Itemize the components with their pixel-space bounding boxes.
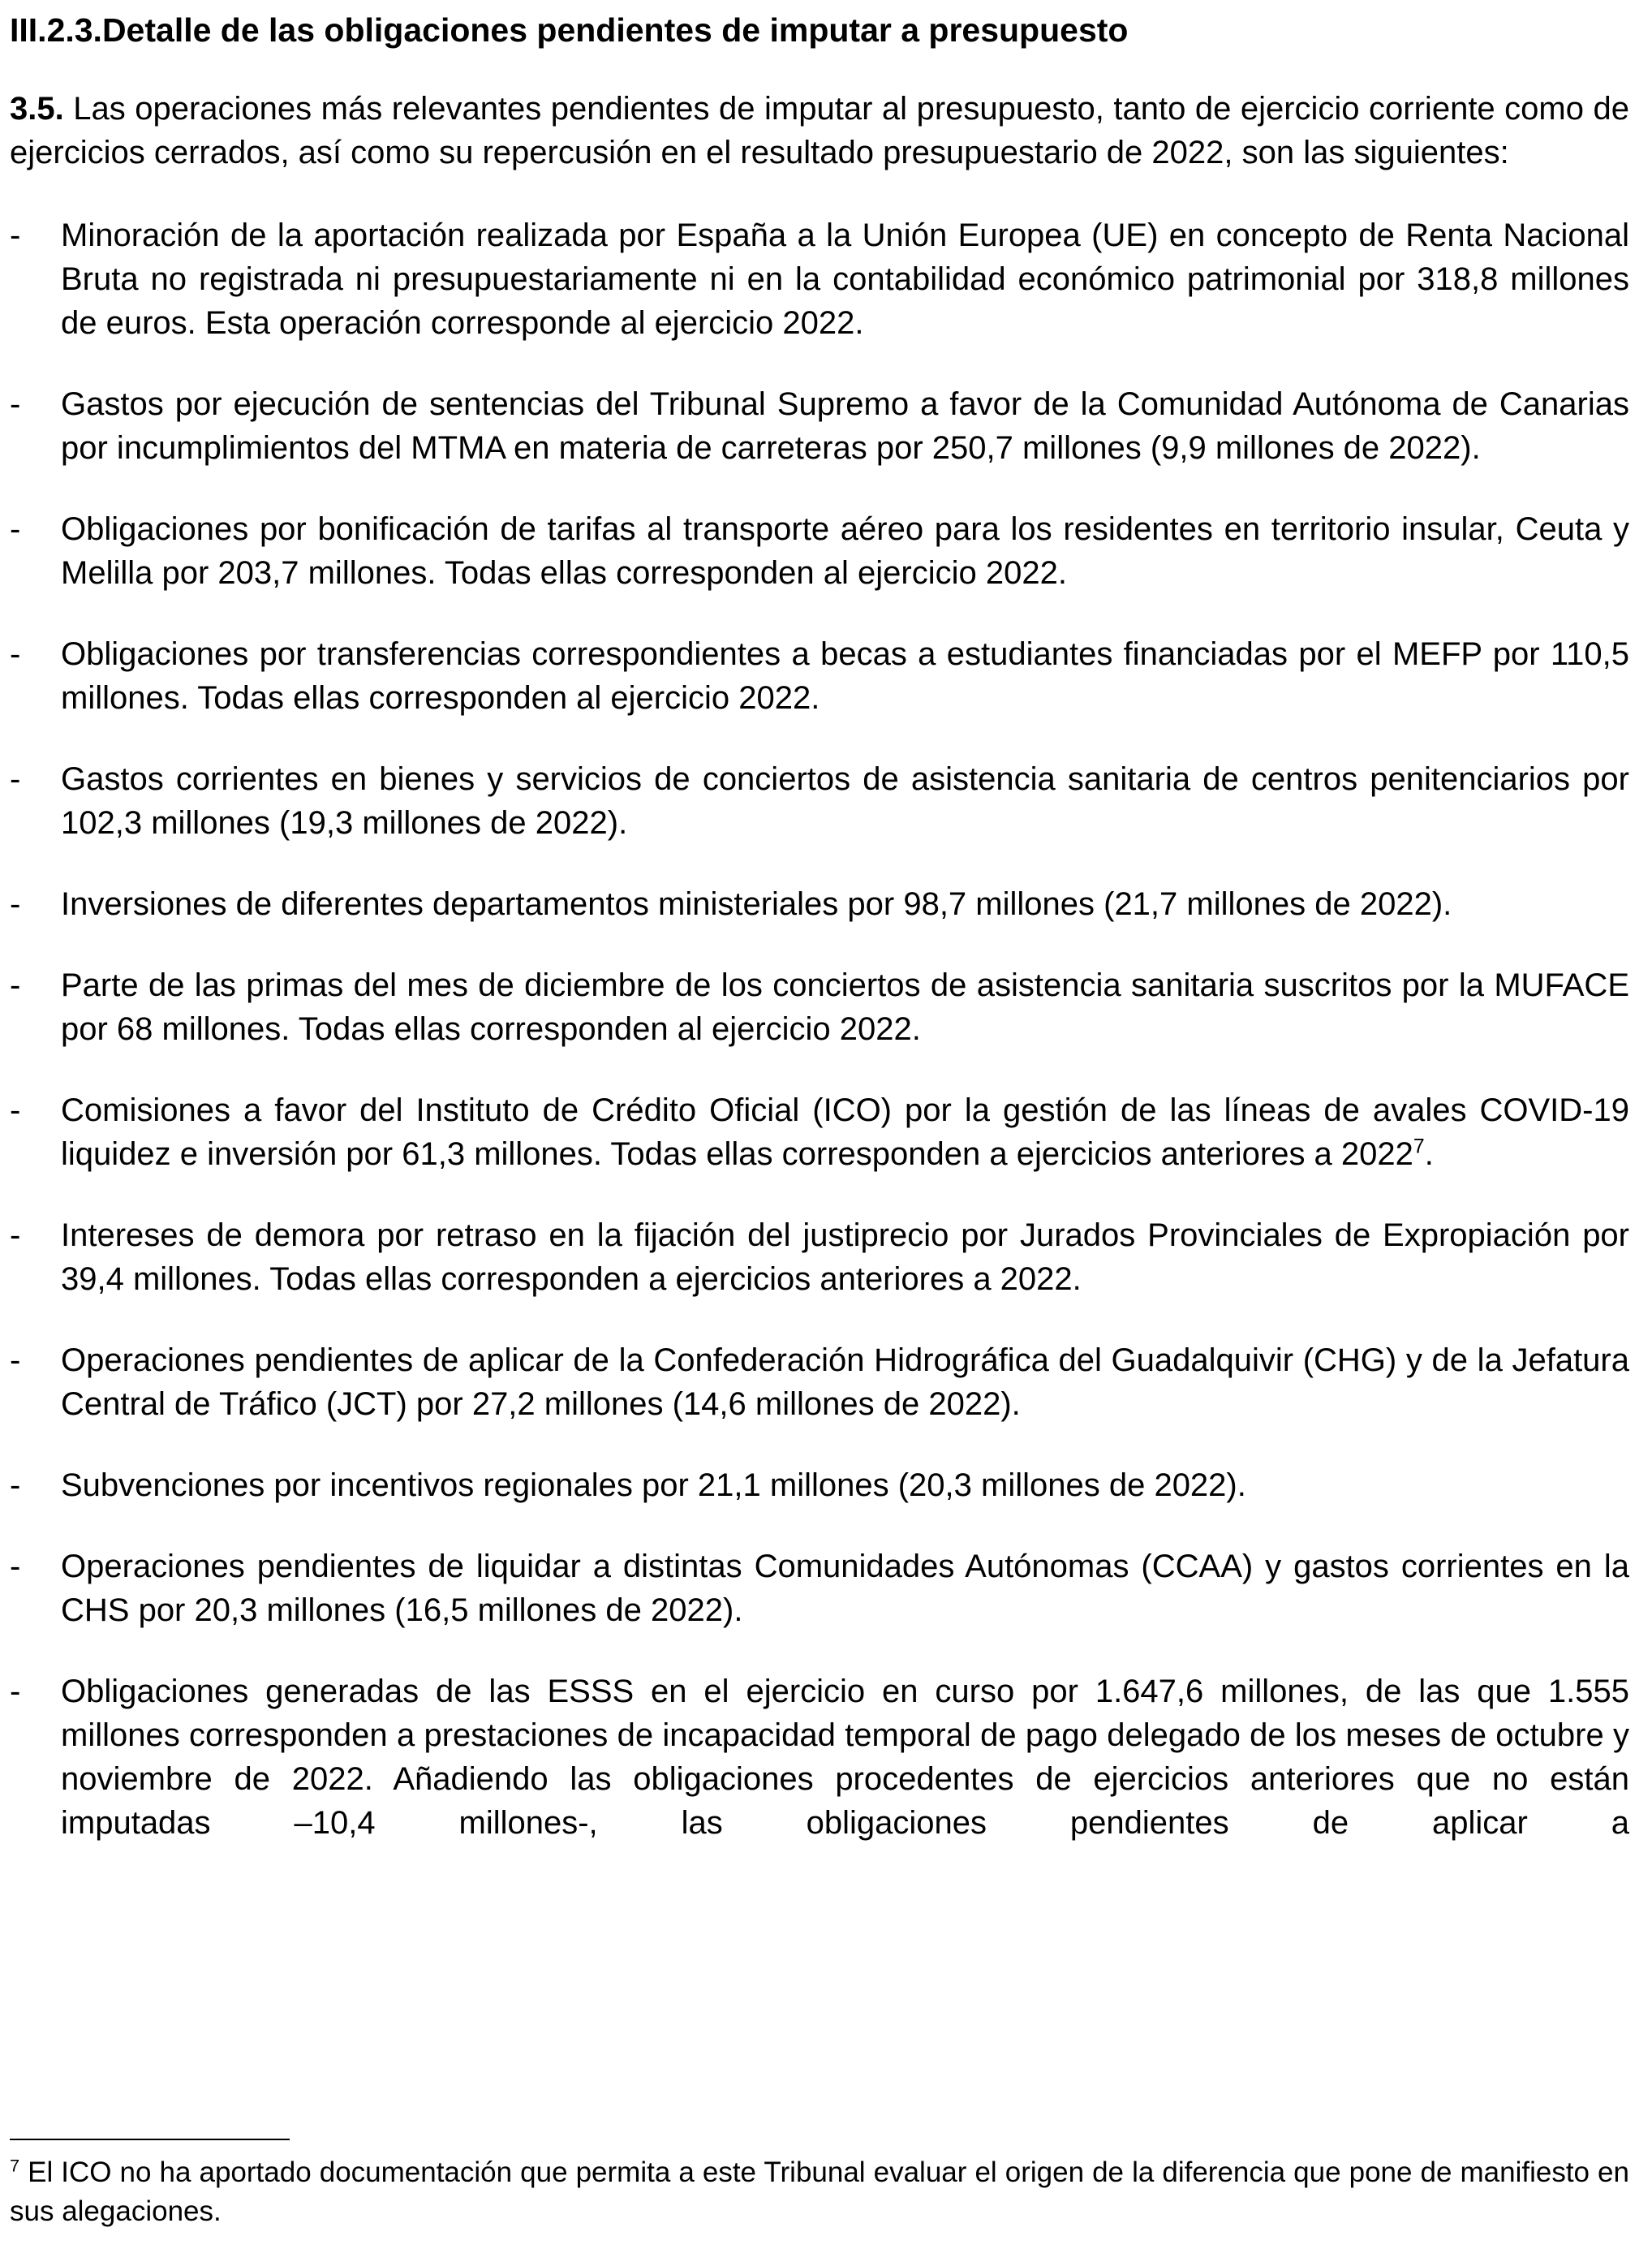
list-item — [10, 1463, 1629, 1507]
list-item-text: Parte de las primas del mes de diciembre de los conciertos de asistencia sanitaria suscritos por la MUFACE por 68 millones. Todas ellas corresponden al ejercicio 2022. — [61, 967, 1629, 1048]
bullet-marker: - — [10, 1549, 21, 1585]
footnote — [10, 2139, 1629, 2231]
list-item — [10, 882, 1629, 926]
list-item — [10, 757, 1629, 845]
list-item-text: Minoración de la aportación realizada por España a la Unión Europea (UE) en concepto de Renta Nacional Bruta no registrada ni presupuestariamente ni en la contabilidad económico patrimonial por 318,8 millones de euros. Esta operación corresponde al ejercicio 2022. — [61, 218, 1629, 342]
bullet-marker: - — [10, 1467, 21, 1504]
bullet-marker: - — [10, 1342, 21, 1379]
list-item-text: Intereses de demora por retraso en la fijación del justiprecio por Jurados Provinciales de Expropiación por 39,4 millones. Todas ellas corresponden a ejercicios anteriores a 2022. — [61, 1217, 1629, 1298]
list-item-text: Gastos por ejecución de sentencias del Tribunal Supremo a favor de la Comunidad Autónoma de Canarias por incumplimientos del MTMA en materia de carreteras por 250,7 millones (9,9 millones de 2022). — [61, 386, 1629, 467]
list-item-text: Obligaciones generadas de las ESSS en el ejercicio en curso por 1.647,6 millones, de las que 1.555 millones corresponden a prestaciones de incapacidad temporal de pago delegado de los meses de octubre y noviembre de 2022. Añadiendo las obligaciones procedentes de ejercicios anteriores que no están imputadas –10,4 millones-, las obligaciones pendientes de aplicar a — [61, 1674, 1629, 1842]
intro-paragraph — [10, 87, 1629, 174]
bullet-marker: - — [10, 511, 21, 548]
footnote-ref-marker: 7 — [1413, 1135, 1425, 1158]
document-page — [10, 10, 1629, 2227]
list-item-tail: . — [1424, 1136, 1434, 1173]
footnote-ref: 7 — [10, 2155, 20, 2176]
intro-number: 3.5. — [10, 91, 64, 127]
list-item — [10, 1545, 1629, 1632]
bullet-marker: - — [10, 636, 21, 673]
list-item — [10, 963, 1629, 1051]
list-item — [10, 1338, 1629, 1426]
bullet-marker: - — [10, 967, 21, 1004]
list-item-text: Gastos corrientes en bienes y servicios de conciertos de asistencia sanitaria de centros penitenciarios por 102,3 millones (19,3 millones de 2022). — [61, 761, 1629, 842]
section-heading: III.2.3.Detalle de las obligaciones pendientes de imputar a presupuesto — [10, 11, 1129, 49]
list-item-text: Subvenciones por incentivos regionales por 21,1 millones (20,3 millones de 2022). — [61, 1467, 1246, 1504]
list-item — [10, 382, 1629, 470]
bullet-marker: - — [10, 1674, 21, 1710]
list-item — [10, 507, 1629, 595]
list-item — [10, 1088, 1629, 1176]
list-item-text: Inversiones de diferentes departamentos ministeriales por 98,7 millones (21,7 millones de 2022). — [61, 886, 1452, 923]
list-item-text: Operaciones pendientes de liquidar a distintas Comunidades Autónomas (CCAA) y gastos corrientes en la CHS por 20,3 millones (16,5 millones de 2022). — [61, 1549, 1629, 1629]
list-item — [10, 1670, 1629, 1845]
list-item — [10, 632, 1629, 720]
bullet-marker: - — [10, 886, 21, 923]
bullet-marker: - — [10, 761, 21, 798]
list-item-text: Obligaciones por bonificación de tarifas al transporte aéreo para los residentes en territorio insular, Ceuta y Melilla por 203,7 millones. Todas ellas corresponden al ejercicio 2022. — [61, 511, 1629, 592]
bullet-list — [10, 213, 1629, 1845]
footnote-separator-rule — [10, 2139, 290, 2140]
list-item-text: Obligaciones por transferencias correspondientes a becas a estudiantes financiadas por el MEFP por 110,5 millones. Todas ellas corresponden al ejercicio 2022. — [61, 636, 1629, 717]
list-item — [10, 1213, 1629, 1301]
footnote-body: El ICO no ha aportado documentación que permita a este Tribunal evaluar el origen de la diferencia que pone de manifiesto en sus alegaciones. — [10, 2156, 1629, 2227]
footnote-text — [10, 2153, 1629, 2231]
bullet-marker: - — [10, 1092, 21, 1129]
list-item — [10, 213, 1629, 345]
list-item-text: Comisiones a favor del Instituto de Crédito Oficial (ICO) por la gestión de las líneas de avales COVID-19 liquidez e inversión por 61,3 millones. Todas ellas corresponden a ejercicios anteriores a 2022 — [61, 1092, 1629, 1173]
bullet-marker: - — [10, 218, 21, 254]
bullet-marker: - — [10, 1217, 21, 1254]
list-item-text: Operaciones pendientes de aplicar de la Confederación Hidrográfica del Guadalquivir (CHG) y de la Jefatura Central de Tráfico (JCT) por 27,2 millones (14,6 millones de 2022). — [61, 1342, 1629, 1423]
bullet-marker: - — [10, 386, 21, 423]
intro-text: Las operaciones más relevantes pendientes de imputar al presupuesto, tanto de ejercicio corriente como de ejercicios cerrados, así como su repercusión en el resultado presupuestario de 2022, son las siguientes: — [10, 91, 1629, 171]
